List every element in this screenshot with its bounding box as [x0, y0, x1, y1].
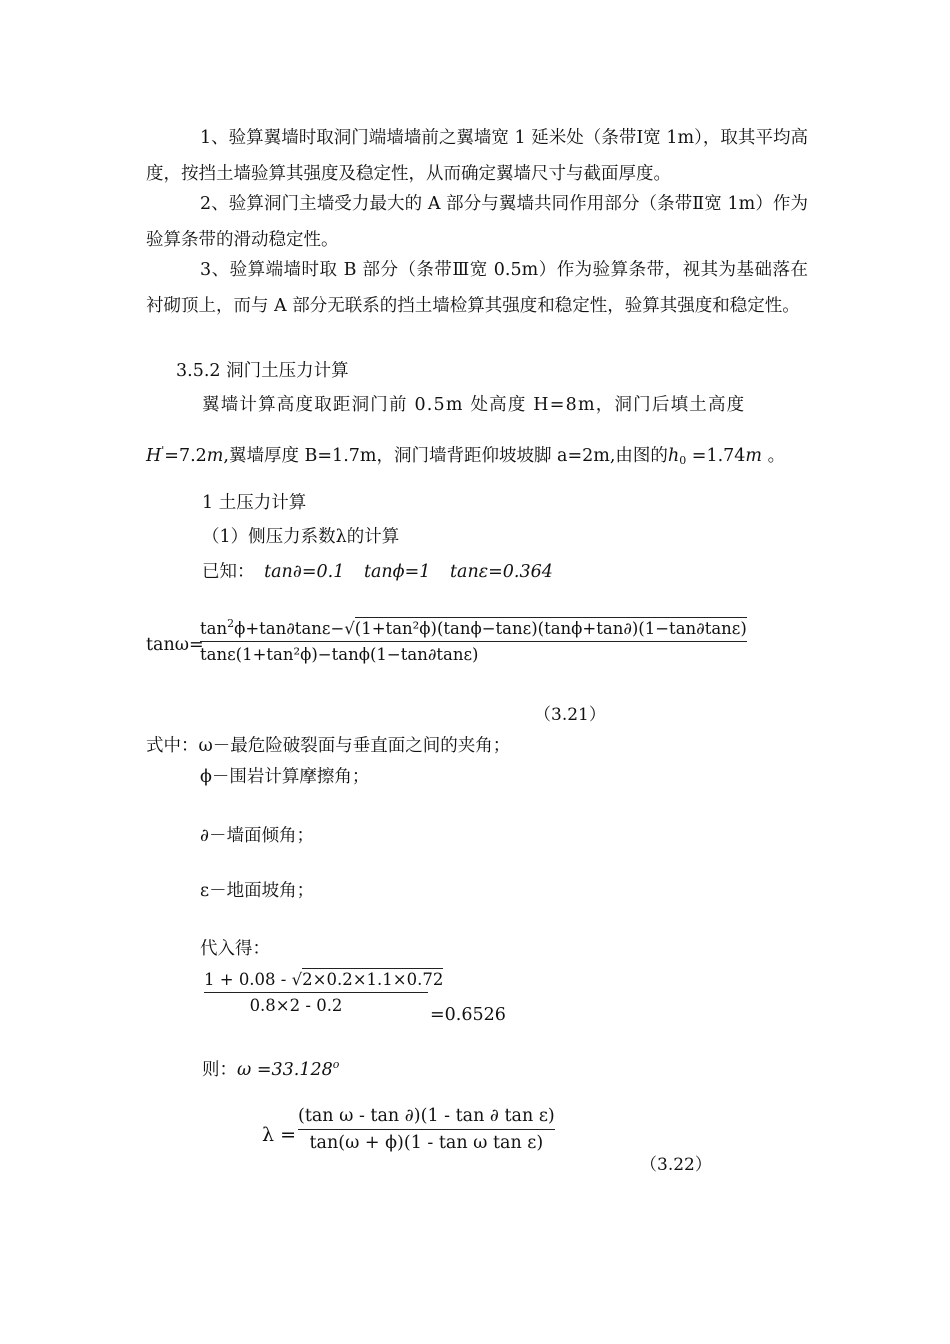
- known-label: 已知：: [202, 562, 255, 582]
- eq321-num-sqrt: (1+tan²ϕ)(tanϕ−tanε)(tanϕ+tan∂)(1−tan∂tanε): [354, 619, 747, 638]
- paragraph-3-text: 3、验算端墙时取 B 部分（条带Ⅲ宽 0.5m）作为验算条带，视其为基础落在衬砌顶上，而与 A 部分无联系的挡土墙检算其强度和稳定性，验算其强度和稳定性。: [146, 260, 808, 316]
- def-partial: ∂－墙面倾角；: [200, 826, 315, 846]
- paragraph-1: [146, 120, 808, 192]
- intro-line-2-end: 。: [762, 446, 786, 466]
- h-prime-value: =7.2: [164, 446, 207, 466]
- known-values: [202, 561, 553, 583]
- h-prime-unit: m: [206, 446, 224, 466]
- prime-mark: ': [161, 444, 165, 457]
- known-tan-partial: tan∂=0.1: [264, 562, 345, 582]
- eq322-fraction-bar: [298, 1129, 555, 1130]
- eq321-lhs: tanω=: [146, 635, 204, 655]
- h0-unit: m: [745, 446, 763, 466]
- section-number: 3.5.2: [176, 361, 221, 381]
- paragraph-3: [146, 252, 808, 324]
- substitute-num-a: 1 + 0.08 -: [204, 970, 287, 989]
- then-label: 则：: [202, 1060, 237, 1080]
- paragraph-2-text: 2、验算洞门主墙受力最大的 A 部分与翼墙共同作用部分（条带Ⅱ宽 1m）作为验算条带的滑动稳定性。: [146, 194, 808, 250]
- known-tan-phi: tanϕ=1: [363, 562, 431, 582]
- def-omega-line: [146, 735, 510, 757]
- eq322-denominator: tan(ω + ϕ)(1 - tan ω tan ε): [309, 1133, 544, 1153]
- eq321-fraction-bar: [200, 641, 747, 642]
- eq321-fraction: [200, 617, 747, 664]
- degree-mark: o: [332, 1058, 340, 1071]
- def-prefix: 式中：: [146, 736, 199, 756]
- paragraph-1-text: 1、验算翼墙时取洞门端墙墙前之翼墙宽 1 延米处（条带Ⅰ宽 1m），取其平均高度，按挡土墙验算其强度及稳定性，从而确定翼墙尺寸与截面厚度。: [146, 128, 808, 184]
- eq321-num-a: tan: [200, 619, 228, 638]
- eq322-lhs: λ =: [262, 1124, 297, 1146]
- eq322-fraction: [298, 1106, 555, 1153]
- substitute-label: 代入得：: [200, 939, 270, 959]
- h0-subscript: 0: [679, 454, 687, 467]
- known-tan-epsilon: tanε=0.364: [449, 562, 553, 582]
- substitute-fraction-bar: [204, 992, 428, 993]
- intro-line-1: 翼墙计算高度取距洞门前 0.5m 处高度 H=8m，洞门后填土高度: [202, 395, 746, 415]
- eq321-number: （3.21）: [534, 705, 606, 725]
- substitute-fraction: [204, 970, 444, 1015]
- eq321-denominator: tanε(1+tan²ϕ)−tanϕ(1−tan∂tanε): [200, 645, 479, 664]
- substitute-num-sqrt: 2×0.2×1.1×0.72: [302, 970, 444, 989]
- h-prime-symbol: H: [146, 446, 162, 466]
- section-heading: [176, 360, 349, 382]
- then-omega-value: ω =33.128: [237, 1060, 333, 1080]
- eq321-num-b: ϕ+tan∂tanε−: [234, 619, 345, 638]
- def-phi: ϕ－围岩计算摩擦角；: [200, 767, 370, 787]
- intro-line-2: [146, 440, 785, 472]
- substitute-numerator: 1 + 0.08 - √2×0.2×1.1×0.72: [204, 970, 444, 989]
- eq322-numerator: (tan ω - tan ∂)(1 - tan ∂ tan ε): [298, 1106, 555, 1126]
- subheading-earth-pressure: 1 土压力计算: [202, 493, 307, 513]
- eq322-number: （3.22）: [640, 1155, 712, 1175]
- subheading-lambda: （1）侧压力系数λ的计算: [202, 527, 400, 547]
- def-epsilon: ε－地面坡角；: [200, 881, 315, 901]
- def-omega: ω－最危险破裂面与垂直面之间的夹角；: [198, 736, 511, 756]
- section-title: 洞门土压力计算: [226, 361, 349, 381]
- h0-value: =1.74: [686, 446, 746, 466]
- h0-symbol: h: [667, 446, 680, 466]
- intro-line-2-mid: ,翼墙厚度 B=1.7m，洞门墙背距仰坡坡脚 a=2m,由图的: [223, 446, 668, 466]
- substitute-denominator: 0.8×2 - 0.2: [249, 996, 343, 1015]
- paragraph-2: [146, 186, 808, 258]
- then-line: [202, 1054, 339, 1081]
- eq321-numerator: $\tan^2\phi+\tan\partial\tan\varepsilon-√(1+\tan^2\phi)(\tan\phi-\tan\varepsilon)(\tan\phi+\tan\partial)(1-\tan\partial\tan\varepsilon)$: [200, 617, 747, 638]
- substitute-result: =0.6526: [430, 1005, 506, 1025]
